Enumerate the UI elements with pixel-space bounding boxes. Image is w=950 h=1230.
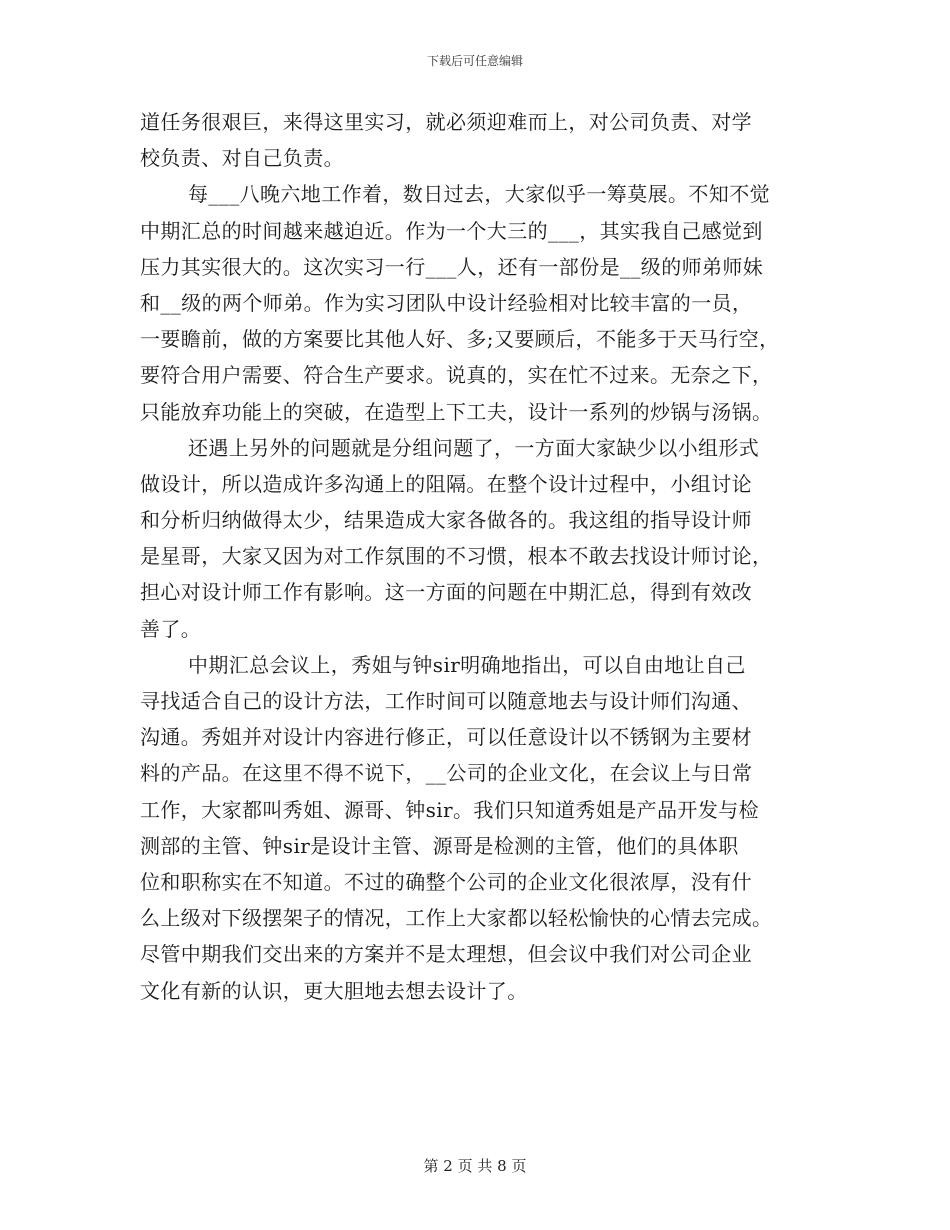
text-line: 压力其实很大的。这次实习一行___人，还有一部份是__级的师弟师妹 <box>140 254 764 279</box>
text-line: 和__级的两个师弟。作为实习团队中设计经验相对比较丰富的一员， <box>140 290 753 315</box>
text-line: 尽管中期我们交出来的方案并不是太理想，但会议中我们对公司企业 <box>140 942 752 967</box>
text-line: 和分析归纳做得太少，结果造成大家各做各的。我这组的指导设计师 <box>140 508 752 533</box>
text-line: 料的产品。在这里不得不说下，__公司的企业文化，在会议上与日常 <box>140 761 753 786</box>
paragraph-start-line: 中期汇总会议上，秀姐与钟sir明确地指出，可以自由地让自己 <box>188 652 746 677</box>
paragraph-start-line: 每___八晚六地工作着，数日过去，大家似乎一筹莫展。不知不觉 <box>188 182 770 207</box>
text-line: 工作，大家都叫秀姐、源哥、钟sir。我们只知道秀姐是产品开发与检 <box>140 797 760 822</box>
paragraph-start-line: 还遇上另外的问题就是分组问题了，一方面大家缺少以小组形式 <box>188 435 760 460</box>
text-line: 中期汇总的时间越来越迫近。作为一个大三的___，其实我自己感觉到 <box>140 218 763 243</box>
text-line: 测部的主管、钟sir是设计主管、源哥是检测的主管，他们的具体职 <box>140 833 739 858</box>
page-indicator: 第 2 页 共 8 页 <box>423 1157 527 1175</box>
text-line: 文化有新的认识，更大胆地去想去设计了。 <box>140 978 528 1003</box>
text-line: 担心对设计师工作有影响。这一方面的问题在中期汇总，得到有效改 <box>140 580 752 605</box>
text-line: 只能放弃功能上的突破，在造型上下工夫，设计一系列的炒锅与汤锅。 <box>140 399 773 424</box>
text-line: 么上级对下级摆架子的情况，工作上大家都以轻松愉快的心情去完成。 <box>140 906 773 931</box>
text-line: 沟通。秀姐并对设计内容进行修正，可以任意设计以不锈钢为主要材 <box>140 725 752 750</box>
text-line: 做设计，所以造成许多沟通上的阻隔。在整个设计过程中，小组讨论 <box>140 471 752 496</box>
header-note: 下载后可任意编辑 <box>426 54 523 68</box>
text-line: 一要瞻前，做的方案要比其他人好、多;又要顾后，不能多于天马行空， <box>140 327 780 352</box>
text-line: 位和职称实在不知道。不过的确整个公司的企业文化很浓厚，没有什 <box>140 869 752 894</box>
text-line: 道任务很艰巨，来得这里实习，就必须迎难而上，对公司负责、对学 <box>140 110 752 134</box>
text-line: 要符合用户需要、符合生产要求。说真的，实在忙不过来。无奈之下， <box>140 363 773 388</box>
text-line: 是星哥，大家又因为对工作氛围的不习惯，根本不敢去找设计师讨论， <box>140 544 773 569</box>
text-line: 善了。 <box>140 616 202 641</box>
document-body <box>140 104 820 1009</box>
text-line: 校负责、对自己负责。 <box>140 146 344 171</box>
text-line: 寻找适合自己的设计方法，工作时间可以随意地去与设计师们沟通、 <box>140 689 752 713</box>
